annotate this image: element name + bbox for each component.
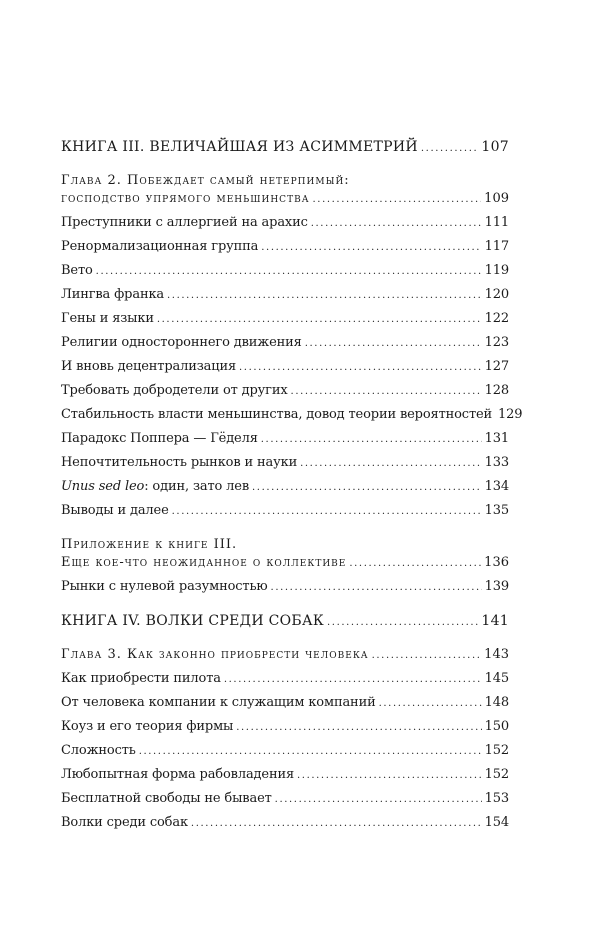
dot-leader: [172, 504, 482, 520]
dot-leader: [297, 768, 482, 784]
toc-entry-title: Волки среди собак: [61, 815, 188, 830]
toc-entry-page: 141: [481, 613, 509, 629]
dot-leader: [261, 432, 482, 448]
toc-entry[interactable]: [61, 791, 509, 815]
toc-entry[interactable]: [61, 287, 509, 311]
toc-entry[interactable]: [61, 479, 509, 503]
toc-entry-title: Лингва франка: [61, 287, 165, 302]
spacer: [61, 603, 509, 613]
toc-entry[interactable]: [61, 359, 509, 383]
dot-leader: [327, 615, 478, 631]
toc-entry-title: Религии одностороннего движения: [61, 335, 302, 350]
dot-leader: [236, 720, 481, 736]
dot-leader: [96, 264, 482, 280]
dot-leader: [139, 744, 482, 760]
toc-entry[interactable]: [61, 455, 509, 479]
toc-entry-title: Еще кое-что неожиданное о коллективе: [61, 555, 347, 570]
toc-entry-page: 107: [481, 139, 509, 155]
toc-entry[interactable]: [61, 335, 509, 359]
toc-entry-title: Выводы и далее: [61, 503, 169, 518]
dot-leader: [224, 672, 482, 688]
toc-entry-page: 152: [484, 767, 509, 782]
toc-entry-page: 148: [484, 695, 509, 710]
toc-entry-title-rest: : один, зато лев: [144, 479, 250, 494]
dot-leader: [421, 141, 478, 157]
toc-entry-title: Ренормализационная группа: [61, 239, 259, 254]
toc-entry-page: 123: [484, 335, 509, 350]
toc-entry-title: Любопытная форма рабовладения: [61, 767, 295, 782]
dot-leader: [239, 360, 482, 376]
toc-entry[interactable]: [61, 383, 509, 407]
toc-entry[interactable]: [61, 767, 509, 791]
toc-entry-page: 145: [484, 671, 509, 686]
dot-leader: [252, 480, 482, 496]
toc-entry-title: Требовать добродетели от других: [61, 383, 288, 398]
dot-leader: [191, 816, 482, 832]
toc-entry-title: Гены и языки: [61, 311, 154, 326]
toc-entry-page: 122: [484, 311, 509, 326]
toc-entry-title: От человека компании к служащим компаний: [61, 695, 376, 710]
toc-entry-page: 152: [484, 743, 509, 758]
dot-leader: [372, 648, 482, 664]
dot-leader: [275, 792, 482, 808]
toc-entry[interactable]: [61, 671, 509, 695]
toc-entry-title: Сложность: [61, 743, 136, 758]
toc-entry-page: 111: [484, 215, 509, 230]
toc-entry-title: Непочтительность рынков и науки: [61, 455, 298, 470]
toc-entry-title: Бесплатной свободы не бывает: [61, 791, 272, 806]
toc-entry[interactable]: [61, 311, 509, 335]
toc-entry-page: 117: [484, 239, 509, 254]
toc-chapter-2-heading: Глава 2. Побеждает самый нетерпимый:: [61, 173, 350, 188]
toc-book-3[interactable]: [61, 139, 509, 165]
toc-entry-title: [61, 479, 249, 495]
toc-entry-page: 109: [484, 191, 509, 206]
spacer: [61, 527, 509, 537]
toc-entry-page: 135: [484, 503, 509, 518]
toc-entry-title: КНИГА III. ВЕЛИЧАЙШАЯ ИЗ АСИММЕТРИЙ: [61, 139, 418, 155]
dot-leader: [261, 240, 481, 256]
toc-entry-page: 119: [484, 263, 509, 278]
toc-entry-title: господство упрямого меньшинства: [61, 191, 310, 206]
toc-entry[interactable]: [61, 263, 509, 287]
toc-entry-page: 139: [484, 579, 509, 594]
toc-entry-page: 150: [484, 719, 509, 734]
toc-appendix-3[interactable]: [61, 555, 509, 579]
toc-entry-page: 143: [484, 647, 509, 662]
dot-leader: [313, 192, 482, 208]
toc-chapter-3[interactable]: [61, 647, 509, 671]
toc-entry-title: Рынки с нулевой разумностью: [61, 579, 268, 594]
toc-entry-title: И вновь децентрализация: [61, 359, 237, 374]
toc-entry[interactable]: [61, 431, 509, 455]
toc-entry-title: Вето: [61, 263, 93, 278]
toc-entry-page: 136: [484, 555, 509, 570]
toc-entry[interactable]: [61, 579, 509, 603]
toc-entry-title: Преступники с аллергией на арахис: [61, 215, 308, 230]
dot-leader: [291, 384, 482, 400]
toc-book-4[interactable]: [61, 613, 509, 639]
dot-leader: [379, 696, 482, 712]
spacer: [61, 165, 509, 173]
toc-entry-page: 120: [484, 287, 509, 302]
dot-leader: [300, 456, 482, 472]
toc-entry-title: КНИГА IV. ВОЛКИ СРЕДИ СОБАК: [61, 613, 325, 629]
toc-entry-page: 134: [484, 479, 509, 494]
toc-entry-page: 131: [484, 431, 509, 446]
toc-entry-page: 127: [484, 359, 509, 374]
toc-entry-title: Парадокс Поппера — Гёделя: [61, 431, 258, 446]
toc-entry[interactable]: [61, 503, 509, 527]
dot-leader: [311, 216, 482, 232]
toc-entry-page: 128: [484, 383, 509, 398]
toc-entry-page: 153: [484, 791, 509, 806]
toc-entry[interactable]: [61, 239, 509, 263]
table-of-contents: [61, 139, 523, 839]
toc-entry[interactable]: [61, 815, 509, 839]
dot-leader: [167, 288, 482, 304]
toc-appendix-3-heading: Приложение к книге III.: [61, 537, 238, 552]
toc-entry[interactable]: [61, 719, 509, 743]
dot-leader: [271, 580, 482, 596]
toc-entry-title: Глава 3. Как законно приобрести человека: [61, 647, 369, 662]
toc-entry-title: Как приобрести пилота: [61, 671, 221, 686]
toc-entry[interactable]: [61, 407, 523, 431]
spacer: [61, 639, 509, 647]
dot-leader: [157, 312, 482, 328]
toc-entry-page: 154: [484, 815, 509, 830]
toc-entry-title-latin: Unus sed leo: [61, 479, 145, 494]
toc-entry-page: 133: [484, 455, 509, 470]
toc-entry[interactable]: [61, 215, 509, 239]
toc-chapter-2[interactable]: [61, 191, 509, 215]
dot-leader: [349, 556, 481, 572]
toc-entry-title: Коуз и его теория фирмы: [61, 719, 234, 734]
toc-entry-title: Стабильность власти меньшинства, довод теории вероятностей: [61, 407, 493, 422]
toc-entry[interactable]: [61, 695, 509, 719]
dot-leader: [305, 336, 482, 352]
toc-entry-page: 129: [498, 407, 523, 422]
toc-entry[interactable]: [61, 743, 509, 767]
